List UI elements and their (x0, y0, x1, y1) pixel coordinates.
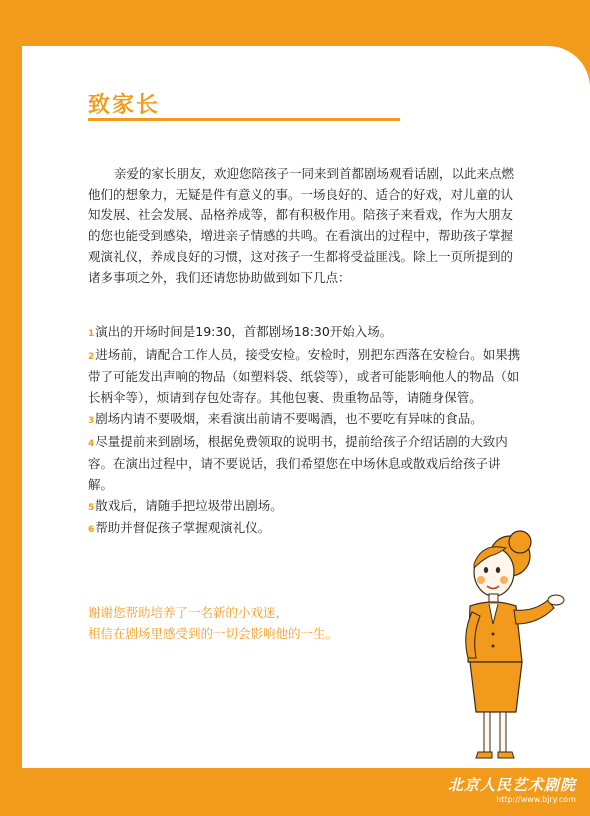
item-number: 3 (88, 415, 95, 426)
list-item (88, 345, 524, 409)
item-number: 6 (88, 525, 95, 536)
closing-line-1: 谢谢您帮助培养了一名新的小戏迷， (88, 605, 289, 620)
item-number: 4 (88, 438, 95, 449)
instruction-list (88, 322, 524, 541)
cartoon-woman-illustration (398, 520, 578, 770)
list-item (88, 322, 524, 345)
list-item (88, 432, 524, 496)
theatre-logo: 北京人民艺术剧院 (447, 776, 576, 794)
closing-line-2: 相信在剧场里感受到的一切会影响他的一生。 (88, 626, 339, 641)
item-text: 尽量提前来到剧场，根据免费领取的说明书，提前给孩子介绍话剧的大致内容。在演出过程中，请不要说话，我们希望您在中场休息或散戏后给孩子讲解。 (88, 433, 508, 492)
list-item (88, 409, 524, 432)
item-text: 演出的开场时间是19:30，首都剧场18:30开始入场。 (95, 324, 393, 339)
footer (448, 776, 576, 805)
item-number: 2 (88, 351, 95, 362)
orange-frame-top (0, 0, 590, 46)
item-text: 帮助并督促孩子掌握观演礼仪。 (95, 520, 271, 536)
title-underline (88, 118, 400, 121)
item-text: 散戏后，请随手把垃圾带出剧场。 (95, 497, 283, 513)
item-text: 剧场内请不要吸烟，来看演出前请不要喝酒，也不要吃有异味的食品。 (95, 410, 483, 426)
page-title: 致家长 (88, 93, 161, 118)
closing-message (88, 602, 338, 644)
intro-paragraph: 亲爱的家长朋友，欢迎您陪孩子一同来到首都剧场观看话剧，以此来点燃他们的想象力，无疑是件有意义的事。一场良好的、适合的好戏，对儿童的认知发展、社会发展、品格养成等，都有积极作用。陪孩子来看戏，作为大朋友的您也能受到感染，增进亲子情感的共鸣。在看演出的过程中，帮助孩子掌握观演礼仪，养成良好的习惯，这对孩子一生都将受益匪浅。除上一页所提到的诸多事项之外，我们还请您协助做到如下几点： (88, 166, 515, 285)
item-number: 1 (88, 329, 95, 339)
list-item (88, 496, 524, 519)
item-number: 5 (88, 502, 95, 513)
website-link[interactable]: http://www.bjry.com (496, 795, 576, 804)
item-text: 进场前，请配合工作人员，接受安检。安检时，别把东西落在安检台。如果携带了可能发出声响的物品（如塑料袋、纸袋等），或者可能影响他人的物品（如长柄伞等），烦请到存包处寄存。其他包裹、贵重物品等，请随身保管。 (88, 346, 521, 406)
